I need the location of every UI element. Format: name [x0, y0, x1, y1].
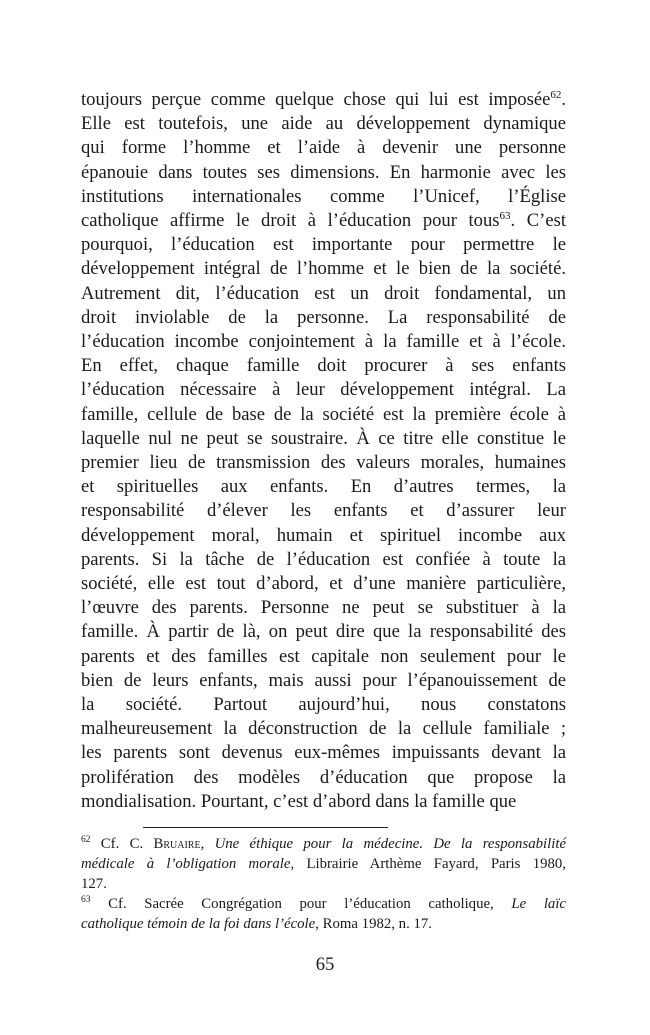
main-paragraph [81, 88, 566, 814]
text-line: l’éducation nécessaire à leur développement intégral. La [81, 379, 566, 401]
page-body [81, 88, 566, 814]
text-line: société, elle est tout d’abord, et d’une manière particulière, [81, 573, 566, 595]
book-title: médicale à l’obligation morale [81, 856, 291, 872]
footnote-number: 62 [81, 835, 91, 845]
book-title: Le laïc [511, 896, 567, 912]
footnote-number: 63 [81, 895, 91, 905]
text-line: catholique affirme le droit à l’éducation pour tous$^{63}$. C’est [81, 210, 567, 232]
text-line: droit inviolable de la personne. La responsabilité de [81, 306, 566, 328]
text-line: parents. Si la tâche de l’éducation est confiée à toute la [81, 548, 566, 570]
text-line: l’éducation incombe conjointement à la famille et à l’école. [81, 331, 566, 353]
text-line: parents et des familles est capitale non seulement pour le [81, 645, 566, 667]
text-line: mondialisation. Pourtant, c’est d’abord dans la famille que [81, 790, 517, 812]
text-line: les parents sont devenus eux-mêmes impuissants devant la [81, 742, 566, 764]
author-name: Bruaire [153, 836, 201, 852]
footnotes [81, 834, 566, 934]
text-line: institutions internationales comme l’Unicef, l’Église [81, 185, 566, 207]
text-line: Autrement dit, l’éducation est un droit fondamental, un [81, 282, 566, 304]
book-title: Une éthique pour la médecine. De la responsabilité [214, 836, 567, 852]
text-line: pourquoi, l’éducation est importante pour permettre le [81, 234, 566, 256]
text-line: bien de leurs enfants, mais aussi pour l’épanouissement de [81, 669, 566, 691]
footnote-ref-63[interactable]: 63 [499, 210, 511, 223]
book-title: catholique témoin de la foi dans l’école [81, 916, 316, 932]
text-line: laquelle nul ne peut se soustraire. À ce titre elle constitue le [81, 427, 566, 449]
footnote-62: $^{62}$ Cf. C. Bruaire, Une éthique pour la médecine. De la responsabilité médicale à l’obligation morale, Librairie Arthème Fayard, Paris 1980, 127. [81, 835, 567, 892]
page-number: 65 [315, 954, 335, 975]
text-line: famille. À partir de là, on peut dire que la responsabilité des [81, 621, 566, 643]
text-line: l’œuvre des parents. Personne ne peut se substituer à la [81, 597, 566, 619]
text-line: prolifération des modèles d’éducation que propose la [81, 766, 566, 788]
text-line: qui forme l’homme et l’aide à devenir une personne [81, 137, 566, 159]
text-line: malheureusement la déconstruction de la cellule familiale ; [81, 718, 566, 740]
text-line: Elle est toutefois, une aide au développement dynamique [81, 113, 566, 135]
text-line: développement moral, humain et spirituel incombe aux [81, 524, 566, 546]
text-line: et spirituelles aux enfants. En d’autres termes, la [81, 476, 566, 498]
text-line: développement intégral de l’homme et le bien de la société. [81, 258, 566, 280]
text-line: la société. Partout aujourd’hui, nous constatons [81, 694, 566, 716]
text-line: famille, cellule de base de la société est la première école à [81, 403, 566, 425]
text-line: épanouie dans toutes ses dimensions. En harmonie avec les [81, 161, 566, 183]
footnote-separator [143, 827, 388, 828]
footnote-63: $^{63}$ Cf. Sacrée Congrégation pour l’éducation catholique, Le laïc catholique témoin de la foi dans l’école, Roma 1982, n. 17. [81, 895, 567, 932]
text-line: toujours perçue comme quelque chose qui lui est imposée$^{62}$. [81, 89, 566, 110]
text-line: responsabilité d’élever les enfants et d’assurer leur [81, 500, 566, 522]
text-line: premier lieu de transmission des valeurs morales, humaines [81, 452, 566, 474]
footnote-ref-62[interactable]: 62 [550, 89, 562, 101]
text-line: En effet, chaque famille doit procurer à ses enfants [81, 355, 566, 377]
